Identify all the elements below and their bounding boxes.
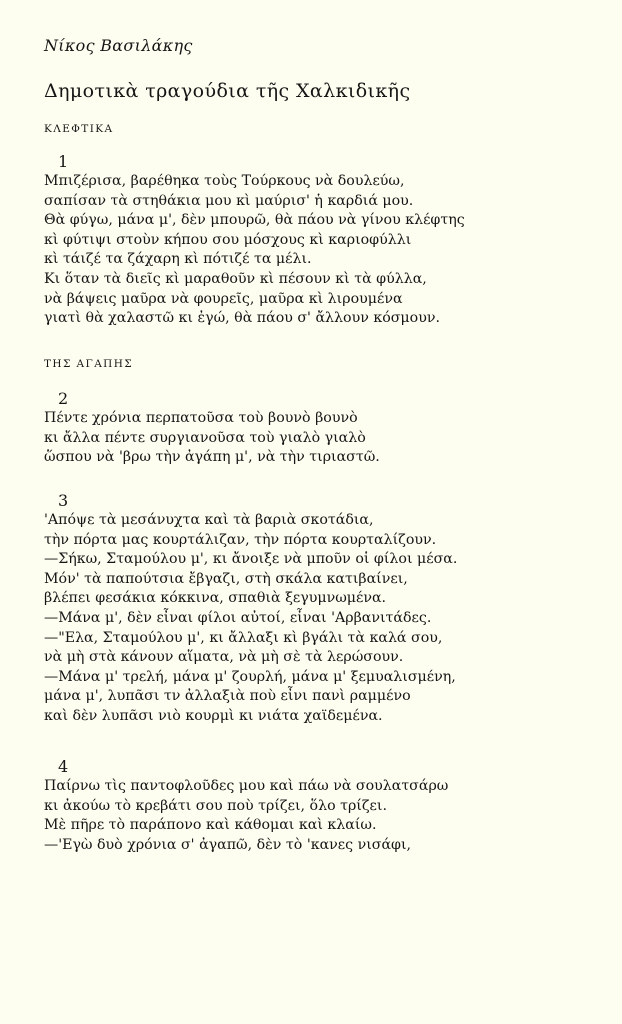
poem-line: κι ἄλλα πέντε συργιανοῦσα τοὺ γιαλὸ γιαλὸ <box>44 429 366 446</box>
poem-line: —Σήκω, Σταμούλου μ', κι ἄνοιξε νὰ μποῦν οἱ φίλοι μέσα. <box>44 551 458 568</box>
section-heading-love: ΤΗΣ ΑΓΑΠΗΣ <box>44 358 134 370</box>
poem-line: Θὰ φύγω, μάνα μ', δὲν μπουρῶ, θὰ πάου νὰ γίνου κλέφτης <box>44 212 465 229</box>
poem-line: Πέντε χρόνια περπατοῦσα τοὺ βουνὸ βουνὸ <box>44 410 358 426</box>
poem-1 <box>44 152 614 329</box>
poem-number: 2 <box>58 389 69 408</box>
poem-4 <box>44 757 614 855</box>
poem-line: σαπίσαν τὰ στηθάκια μου κὶ μαύρισ' ἡ καρδιά μου. <box>44 192 414 209</box>
poem-number: 3 <box>58 491 69 510</box>
poem-number: 4 <box>58 757 69 776</box>
poem-line: καὶ δὲν λυπᾶσι νιὸ κουρμὶ κι νιάτα χαϊδεμένα. <box>44 707 383 724</box>
poem-line: —Μάνα μ' τρελή, μάνα μ' ζουρλή, μάνα μ' ξεμυαλισμένη, <box>44 668 456 685</box>
poem-3 <box>44 491 614 727</box>
poem-line: Παίρνω τὶς παντοφλοῦδες μου καὶ πάω νὰ σουλατσάρω <box>44 778 449 794</box>
poem-line: 'Απόψε τὰ μεσάνυχτα καὶ τὰ βαριὰ σκοτάδια, <box>44 512 374 528</box>
poem-line: —'Εγὼ δυὸ χρόνια σ' ἀγαπῶ, δὲν τὸ 'κανες νισάφι, <box>44 836 412 853</box>
section-heading-klephtic: ΚΛΕΦΤΙΚΑ <box>44 123 114 135</box>
poem-line: κι ἀκούω τὸ κρεβάτι σου ποὺ τρίζει, ὅλο τρίζει. <box>44 797 387 814</box>
poem-line: —"Ελα, Σταμούλου μ', κι ἄλλαξι κὶ βγάλι τὰ καλά σου, <box>44 629 443 646</box>
poem-2 <box>44 389 614 468</box>
poem-line: γιατὶ θὰ χαλαστῶ κι ἐγώ, θὰ πάου σ' ἄλλουν κόσμουν. <box>44 310 440 327</box>
poem-line: Μὲ πῆρε τὸ παράπονο καὶ κάθομαι καὶ κλαίω. <box>44 817 377 834</box>
poem-line: ὥσπου νὰ 'βρω τὴν ἀγάπη μ', νὰ τὴν τιριαστῶ. <box>44 449 380 466</box>
poem-line: μάνα μ', λυπᾶσι τν ἀλλαξιὰ ποὺ εἶνι πανὶ ραμμένο <box>44 688 411 705</box>
poem-line: κὶ τάιζέ τα ζάχαρη κὶ πότιζέ τα μέλι. <box>44 251 312 268</box>
poem-line: νὰ βάψεις μαῦρα νὰ φουρεῖς, μαῦρα κὶ λιρουμένα <box>44 290 403 307</box>
poem-line: —Μάνα μ', δὲν εἶναι φίλοι αὐτοί, εἶναι 'Αρβανιτάδες. <box>44 609 432 626</box>
poem-line: κὶ φύτιψι στοὺν κήπου σου μόσχους κὶ καριοφύλλι <box>44 231 412 248</box>
poem-line: βλέπει φεσάκια κόκκινα, σπαθιὰ ξεγυμνωμένα. <box>44 590 387 607</box>
poem-line: Κι ὅταν τὰ διεῖς κὶ μαραθοῦν κὶ πέσουν κὶ τὰ φύλλα, <box>44 270 427 287</box>
poem-line: τὴν πόρτα μας κουρτάλιζαν, τὴν πόρτα κουρταλίζουν. <box>44 531 437 548</box>
poem-line: Μόν' τὰ παπούτσια ἔβγαζι, στὴ σκάλα κατιβαίνει, <box>44 570 408 587</box>
poem-line: νὰ μὴ στὰ κάνουν αἵματα, νὰ μὴ σὲ τὰ λερώσουν. <box>44 649 404 666</box>
poem-number: 1 <box>58 152 69 171</box>
book-title: Δημοτικὰ τραγούδια τῆς Χαλκιδικῆς <box>44 80 411 102</box>
author-name: Νίκος Βασιλάκης <box>44 36 193 55</box>
poem-line: Μπιζέρισα, βαρέθηκα τοὺς Τούρκους νὰ δουλεύω, <box>44 173 405 189</box>
